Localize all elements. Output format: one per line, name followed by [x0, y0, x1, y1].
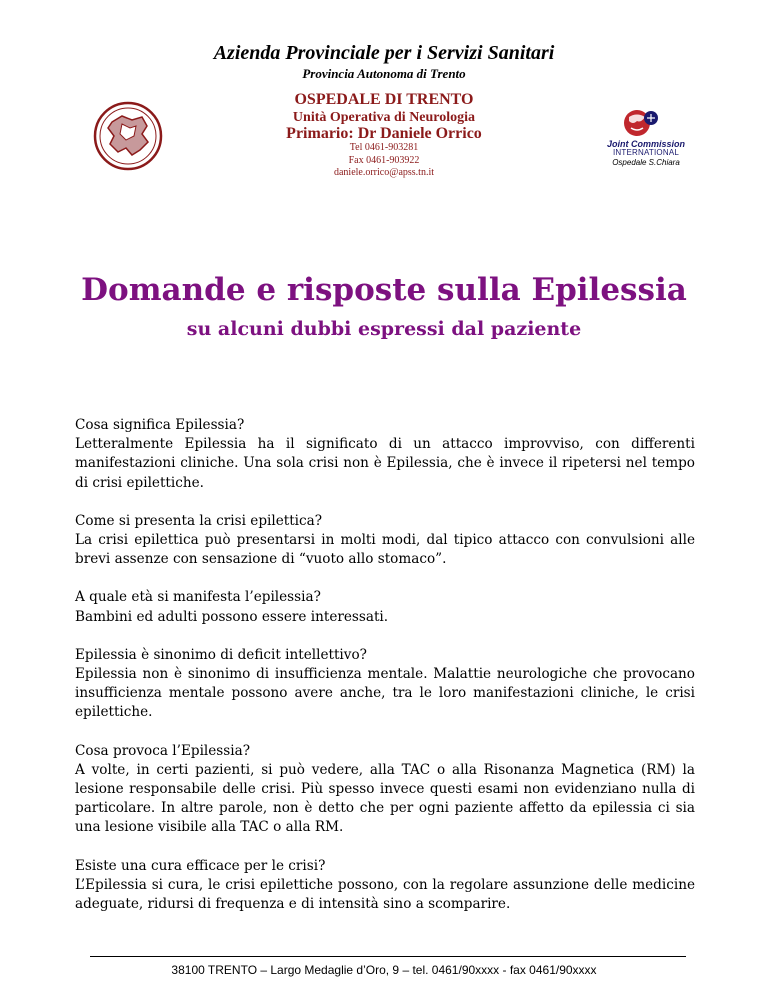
answer: Bambini ed adulti possono essere interessati.	[75, 608, 389, 625]
footer-divider	[90, 956, 686, 957]
hospital-name: OSPEDALE DI TRENTO	[294, 91, 474, 108]
jc-line-2: INTERNATIONAL	[612, 148, 679, 158]
organization-title: Azienda Provinciale per i Servizi Sanitari	[213, 42, 555, 64]
answer: Epilessia non è sinonimo di insufficienza mentale. Malattie neurologiche che provocano insufficienza mentale possono avere anche, tra le loro manifestazioni cliniche, le crisi epilettiche.	[75, 666, 695, 721]
document-title: Domande e risposte sulla Epilessia	[81, 272, 687, 308]
email-address: daniele.orrico@apss.tn.it	[333, 167, 434, 178]
unit-name: Unità Operativa di Neurologia	[292, 110, 476, 125]
qa-item	[75, 416, 695, 493]
answer: A volte, in certi pazienti, si può vedere, alla TAC o alla Risonanza Magnetica (RM) la lesione responsabile delle crisi. Più spesso invece questi esami non evidenziano nulla di particolare. In altre parole, non è detto che per ogni paziente affetto da epilessia ci sia una lesione visibile alla TAC o alla RM.	[75, 761, 695, 836]
question: Cosa provoca l’Epilessia?	[75, 742, 250, 759]
answer: Letteralmente Epilessia ha il significato di un attacco improvviso, con differenti manifestazioni cliniche. Una sola crisi non è Epilessia, che è invece il ripetersi nel tempo di crisi epilettiche.	[75, 436, 695, 491]
joint-commission-text	[600, 140, 692, 167]
footer-address: 38100 TRENTO – Largo Medaglie d’Oro, 9 – tel. 0461/90xxxx - fax 0461/90xxxx	[171, 963, 597, 977]
fax-number: Fax 0461-903922	[348, 155, 420, 166]
qa-item	[75, 646, 695, 723]
qa-item	[75, 588, 695, 626]
question: A quale età si manifesta l’epilessia?	[75, 589, 321, 606]
document-subtitle: su alcuni dubbi espressi dal paziente	[186, 318, 582, 340]
question: Epilessia è sinonimo di deficit intellettivo?	[75, 646, 367, 663]
qa-item	[75, 742, 695, 838]
qa-item	[75, 857, 695, 915]
question: Cosa significa Epilessia?	[75, 417, 245, 433]
answer: L’Epilessia si cura, le crisi epilettiche possono, con la regolare assunzione delle medicine adeguate, ridursi di frequenza e di intensità sino a scomparire.	[75, 876, 695, 913]
question: Come si presenta la crisi epilettica?	[75, 512, 323, 529]
jc-line-1: Joint Commission	[606, 139, 685, 149]
jc-line-3: Ospedale S.Chiara	[612, 157, 680, 167]
phone-number: Tel 0461-903281	[349, 142, 419, 153]
organization-subtitle: Provincia Autonoma di Trento	[302, 66, 466, 81]
question: Esiste una cura efficace per le crisi?	[75, 857, 326, 874]
answer: La crisi epilettica può presentarsi in molti modi, dal tipico attacco con convulsioni alle brevi assenze con sensazione di “vuoto allo stomaco”.	[75, 532, 695, 568]
primario-name: Primario: Dr Daniele Orrico	[286, 125, 482, 142]
qa-content	[75, 416, 695, 933]
trentino-map-logo	[92, 100, 164, 172]
qa-item	[75, 512, 695, 570]
